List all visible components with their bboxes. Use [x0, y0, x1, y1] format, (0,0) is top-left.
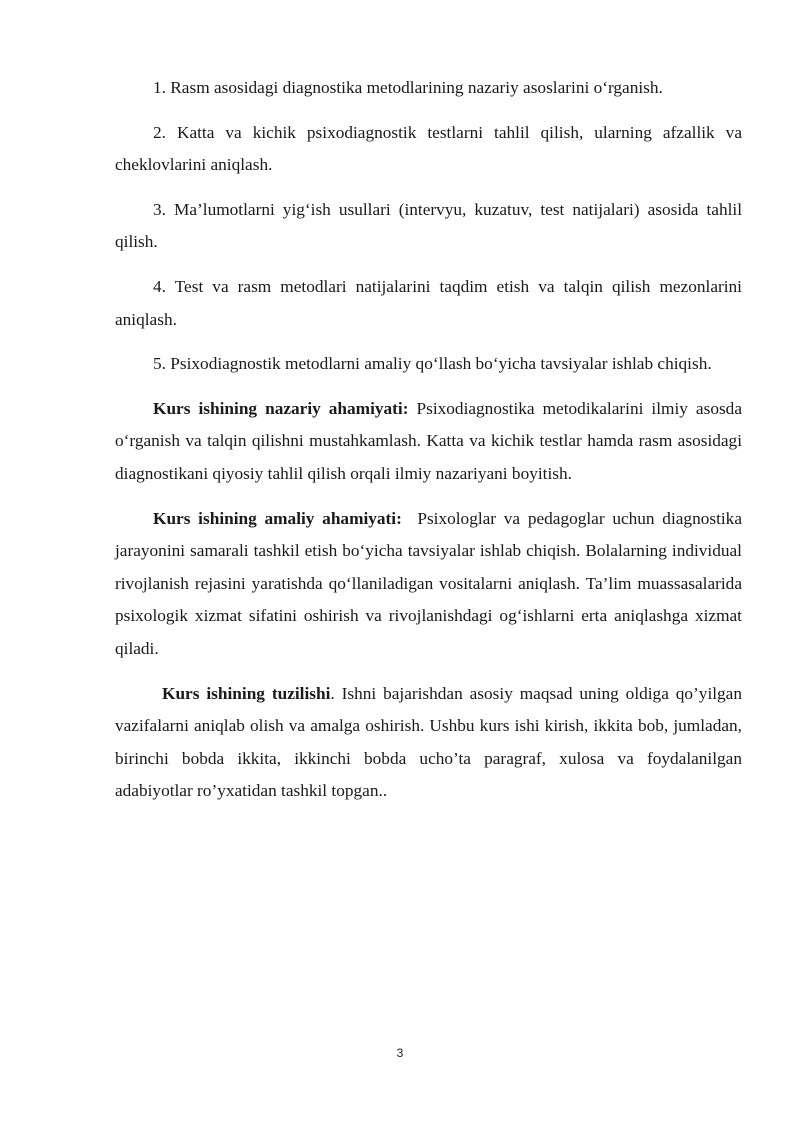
theoretical-significance-paragraph — [115, 393, 742, 491]
practical-significance-heading: Kurs ishining amaliy ahamiyati: — [153, 508, 402, 528]
practical-significance-paragraph — [115, 503, 747, 666]
page-number: 3 — [396, 1046, 404, 1060]
task-item-2: 2. Katta va kichik psixodiagnostik testlarni tahlil qilish, ularning afzallik va cheklovlarini aniqlash. — [115, 122, 742, 175]
structure-heading: Kurs ishining tuzilishi — [162, 683, 331, 703]
task-item-5: 5. Psixodiagnostik metodlarni amaliy qo‘llash bo‘yicha tavsiyalar ishlab chiqish. — [153, 354, 712, 374]
structure-text: . Ishni bajarishdan asosiy maqsad uning oldiga qo’yilgan vazifalarni aniqlab olish va amalga oshirish. Ushbu kurs ishi kirish, ikkita bob, jumladan, birinchi bobda ikkita, ikkinchi bobda ucho’ta paragraf, xulosa va foydalanilgan adabiyotlar ro’yxatidan tashkil topgan.. — [115, 683, 742, 801]
structure-paragraph — [115, 678, 742, 808]
practical-significance-text: Psixologlar va pedagoglar uchun diagnostika jarayonini samarali tashkil etish bo‘yicha tavsiyalar ishlab chiqish. Bolalarning individual rivojlanish rejasini yaratishda qo‘llaniladigan vositalarni aniqlash. Ta’lim muassasalarida psixologik xizmat sifatini oshirish va rivojlanishdagi og‘ishlarni erta aniqlashga xizmat qiladi. — [115, 508, 747, 658]
theoretical-significance-text: Psixodiagnostika metodikalarini ilmiy asosda o‘rganish va talqin qilishni mustahkamlash. Katta va kichik testlar hamda rasm asosidagi diagnostikani qiyosiy tahlil qilish orqali ilmiy nazariyani boyitish. — [115, 398, 742, 483]
document-page — [115, 72, 747, 820]
task-item-4: 4. Test va rasm metodlari natijalarini taqdim etish va talqin qilish mezonlarini aniqlash. — [115, 276, 742, 329]
theoretical-significance-heading: Kurs ishining nazariy ahamiyati: — [153, 398, 409, 418]
task-item-3: 3. Ma’lumotlarni yig‘ish usullari (intervyu, kuzatuv, test natijalari) asosida tahlil qilish. — [115, 199, 742, 252]
task-item-1: 1. Rasm asosidagi diagnostika metodlarining nazariy asoslarini o‘rganish. — [153, 78, 663, 97]
